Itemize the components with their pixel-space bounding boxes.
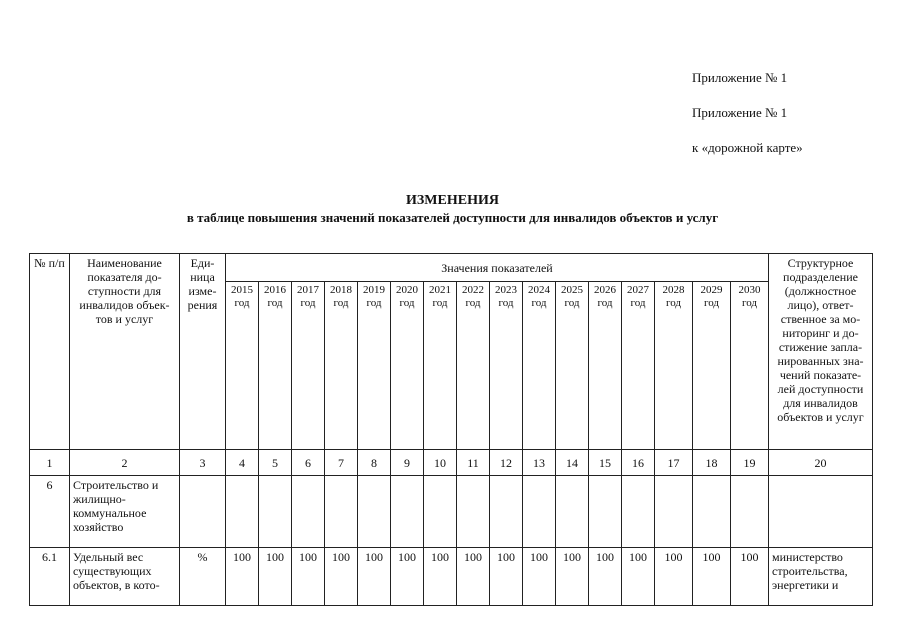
row-value	[457, 476, 490, 548]
column-number: 20	[769, 450, 873, 476]
row-value	[391, 476, 424, 548]
row-value	[226, 476, 259, 548]
row-value: 100	[693, 548, 731, 606]
appendix-line-2: Приложение № 1	[692, 105, 788, 120]
row-value	[424, 476, 457, 548]
header-year-2017: 2017 год	[292, 282, 325, 450]
row-value: 100	[457, 548, 490, 606]
row-value: 100	[424, 548, 457, 606]
row-value: 100	[325, 548, 358, 606]
row-value: 100	[226, 548, 259, 606]
header-year-2020: 2020 год	[391, 282, 424, 450]
row-value	[292, 476, 325, 548]
row-indicator-name: Удельный вес существующих объектов, в кото-	[70, 548, 180, 606]
header-responsible: Структурное подразделение (должностное лицо), ответ-ственное за мо-ниторинг и до-стижение запла-нированных зна-чений показате-лей доступности для инвалидов объектов и услуг	[769, 254, 873, 450]
header-year-2027: 2027 год	[622, 282, 655, 450]
row-value	[325, 476, 358, 548]
header-year-2024: 2024 год	[523, 282, 556, 450]
column-number: 16	[622, 450, 655, 476]
row-value	[693, 476, 731, 548]
row-unit	[180, 476, 226, 548]
row-unit: %	[180, 548, 226, 606]
row-value: 100	[622, 548, 655, 606]
column-number: 7	[325, 450, 358, 476]
header-year-2018: 2018 год	[325, 282, 358, 450]
row-value: 100	[523, 548, 556, 606]
header-values-group: Значения показателей	[226, 254, 769, 282]
row-number: 6	[30, 476, 70, 548]
header-year-2026: 2026 год	[589, 282, 622, 450]
row-value	[259, 476, 292, 548]
column-number: 12	[490, 450, 523, 476]
header-year-2021: 2021 год	[424, 282, 457, 450]
header-indicator-name: Наименование показателя до-ступности для инвалидов объек-тов и услуг	[70, 254, 180, 450]
row-value: 100	[391, 548, 424, 606]
document-subtitle: в таблице повышения значений показателей доступности для инвалидов объектов и услуг	[186, 210, 719, 225]
row-value: 100	[358, 548, 391, 606]
row-value	[358, 476, 391, 548]
table-row	[30, 476, 873, 548]
row-value	[556, 476, 589, 548]
column-number: 3	[180, 450, 226, 476]
column-number: 5	[259, 450, 292, 476]
row-value	[622, 476, 655, 548]
header-year-2016: 2016 год	[259, 282, 292, 450]
column-number: 2	[70, 450, 180, 476]
column-number: 19	[731, 450, 769, 476]
header-unit: Еди-ница изме-рения	[180, 254, 226, 450]
column-number: 14	[556, 450, 589, 476]
column-number: 9	[391, 450, 424, 476]
row-value: 100	[589, 548, 622, 606]
row-responsible: министерство строительства, энергетики и	[769, 548, 873, 606]
row-value: 100	[731, 548, 769, 606]
column-number: 6	[292, 450, 325, 476]
table-row	[30, 548, 873, 606]
column-number: 1	[30, 450, 70, 476]
header-year-2029: 2029 год	[693, 282, 731, 450]
header-year-2030: 2030 год	[731, 282, 769, 450]
row-value	[589, 476, 622, 548]
column-number: 4	[226, 450, 259, 476]
row-value: 100	[490, 548, 523, 606]
column-number: 18	[693, 450, 731, 476]
header-year-2028: 2028 год	[655, 282, 693, 450]
row-responsible	[769, 476, 873, 548]
row-value: 100	[655, 548, 693, 606]
header-year-2025: 2025 год	[556, 282, 589, 450]
row-indicator-name: Строительство и жилищно-коммунальное хозяйство	[70, 476, 180, 548]
column-number: 10	[424, 450, 457, 476]
appendix-line-3: к «дорожной карте»	[692, 140, 803, 155]
column-number: 13	[523, 450, 556, 476]
document-title: ИЗМЕНЕНИЯ	[406, 193, 499, 208]
row-number: 6.1	[30, 548, 70, 606]
column-number: 11	[457, 450, 490, 476]
header-number: № п/п	[30, 254, 70, 450]
header-year-2019: 2019 год	[358, 282, 391, 450]
row-value	[655, 476, 693, 548]
appendix-line-1: Приложение № 1	[692, 70, 788, 85]
row-value	[731, 476, 769, 548]
row-value: 100	[556, 548, 589, 606]
column-number: 15	[589, 450, 622, 476]
column-number: 8	[358, 450, 391, 476]
column-number: 17	[655, 450, 693, 476]
row-value: 100	[259, 548, 292, 606]
header-year-2023: 2023 год	[490, 282, 523, 450]
row-value: 100	[292, 548, 325, 606]
indicators-table	[29, 253, 873, 606]
row-value	[523, 476, 556, 548]
header-year-2015: 2015 год	[226, 282, 259, 450]
header-year-2022: 2022 год	[457, 282, 490, 450]
row-value	[490, 476, 523, 548]
